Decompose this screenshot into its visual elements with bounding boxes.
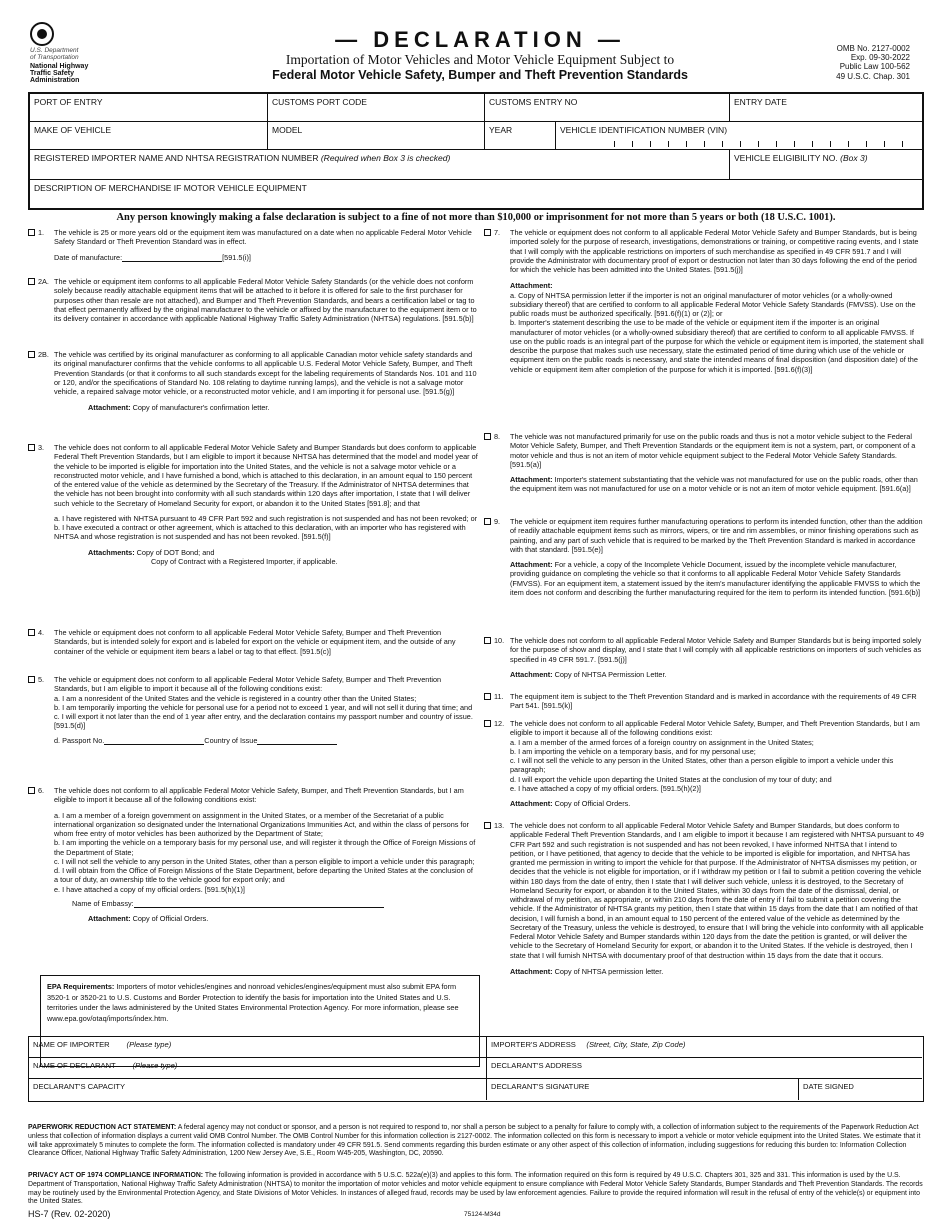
item-10-attachment: Copy of NHTSA Permission Letter. [554,669,667,679]
importer-address-note: (Street, City, State, Zip Code) [586,1040,686,1049]
country-input[interactable] [257,737,337,745]
declarant-capacity-field[interactable] [29,1079,487,1100]
embassy-label: Name of Embassy: [72,898,134,908]
item-11-text: The equipment item is subject to the Theft Prevention Standard and is marked in accordance with the requirements of 49 CFR Part 541. [591.5(k)] [510,692,917,711]
item-5-a: a. I am a nonresident of the United States and the vehicle is registered in a country other than the United States; [54,693,417,703]
item-10 [484,636,924,679]
checkbox-7[interactable] [484,229,491,236]
item-11 [484,692,924,711]
item-3-attachment-label: Attachments: [88,547,135,557]
year-label: YEAR [489,125,513,135]
item-6-number: 6. [38,786,45,795]
item-2a-text: The vehicle or equipment item conforms to all applicable Federal Motor Vehicle Safety Standards (or the vehicle does not conform solely because readily attachable equipment items that will be attached to it before it is offered for sale to the first purchaser for purposes other than resale are not attached), and Bumper and Theft Prevention Standards, and bears a certification label or tag to that effect permanently affixed by the original manufacturer to the vehicle or affixed by the manufacturer to the equipment item or to its delivery container in accordance with applicable National Highway Traffic Safety Administration (NHTSA) regulations. [591.5(b)] [54,277,477,324]
dot-logo [30,22,130,88]
embassy-input[interactable] [134,900,384,908]
item-7-text: The vehicle or equipment does not conform to all applicable Federal Motor Vehicle Safety and Bumper Standards, but is being imported solely for the purpose of research, investigations, demonstrations or training, or competitive racing events, and I state that I will comply with the applicable restrictions on importers of such merchandise as specified in 49 CFR 591.7 and I will provide the Administrator with documentary proof of export or destruction not later than 30 days following the end of the period for which the vehicle has been admitted into the United States. [591.5(j)] [510,228,919,275]
omb-expiration: Exp. 09-30-2022 [850,53,910,63]
make-label: MAKE OF VEHICLE [34,125,111,135]
entry-info-table [28,92,924,210]
item-2b-attachment: Copy of manufacturer's confirmation letter. [132,403,270,413]
customs-port-code-label: CUSTOMS PORT CODE [272,97,367,107]
item-12-b: b. I am importing the vehicle on a temporary basis, and for my personal use; [510,746,756,756]
item-9 [484,517,924,597]
declarant-signature-field[interactable] [487,1079,799,1100]
agency-name-3: Administration [30,77,80,85]
epa-text: Importers of motor vehicles/engines and nonroad vehicles/engines/equipment must also submit EPA form 3520-1 or 3520-21 to U.S. Customs and Border Protection to identify the basis for importation into the United States and U.S. territories under the laws administered by the United States Environmental Protection Agency. For more information, please see www.epa.gov/otaq/imports/index.htm. [47,982,459,1023]
item-6-c: c. I will not sell the vehicle to any person in the United States, other than a person eligible to import a vehicle under this paragraph; [54,856,475,866]
customs-port-code-field[interactable] [268,94,485,122]
declarant-address-label: DECLARANT'S ADDRESS [491,1061,582,1070]
item-12-text: The vehicle does not conform to all applicable Federal Motor Vehicle Safety, Bumper, and Theft Prevention Standards, but I am eligible to import it because all of the following conditions exist: [510,719,920,738]
item-10-attachment-label: Attachment: [510,669,553,679]
description-label: DESCRIPTION OF MERCHANDISE IF MOTOR VEHICLE EQUIPMENT [34,183,307,193]
checkbox-9[interactable] [484,518,491,525]
item-12-d: d. I will export the vehicle upon departing the United States at the conclusion of my tour of duty; and [510,774,832,784]
description-field[interactable] [30,180,923,209]
item-2a [28,277,478,323]
item-9-attachment-label: Attachment: [510,560,553,570]
item-7-b: b. Importer's statement describing the use to be made of the vehicle or equipment item if the importer is an original manufacturer of motor vehicles (or a wholly-owned subsidiary thereof) that are certified to conform to all applicable FMVSS. If use on the public roads is an integral part of the purpose for which the vehicle or equipment item is imported, the statement shall describe the purpose that makes such use necessary, state the estimated period of time during which use of the vehicle or equipment item on the public roads is necessary, and state the intended means of final disposition (and disposition date) of the vehicle or equipment item after completion of the purpose for which it is imported. [591.6(f)(3)] [510,318,924,374]
dept-name-2: of Transportation [30,53,79,61]
item-3-text: The vehicle does not conform to all applicable Federal Motor Vehicle Safety and Bumper Standards but does conform to applicable Federal Theft Prevention Standards, but I am eligible to import it because NHTSA has determined that the model and model year of the vehicle to be imported is eligible for importation into the United States, and the vehicle is not a salvage motor vehicle or a reconstructed motor vehicle, and I have furnished a bond, which is attached to this declaration, in an amount equal to 150 percent of the entered value of the vehicle as determined by the Secretary of the Treasury. If the Administrator of NHTSA determines that the vehicle has not been brought into conformity with all such standards within 120 days after importation, I state that I will deliver such vehicle to the Secretary of Homeland Security for export, or abandon it to the United States [591.8]; and that [54,443,478,508]
item-4 [28,628,478,656]
item-2b-text: The vehicle was certified by its original manufacturer as conforming to all applicable Canadian motor vehicle safety standards and its original manufacturer confirms that the vehicle conforms to all applicable U.S. Federal Motor Vehicle Safety, Bumper, and Theft Prevention Standards (or that it conforms to all such standards except for the labeling requirements of Standards Nos. 101 and 110 or 120, and/or the specifications of Standard No. 108 relating to daytime running lamps), and the vehicle is not a salvage motor vehicle, a repaired salvage motor vehicle, or a reconstructed motor vehicle, and I am importing it for personal use. [591.5(g)] [54,350,477,397]
importer-note: (Required when Box 3 is checked) [320,153,451,163]
item-12-c: c. I will not sell the vehicle to any person in the United States, other than a person eligible to import a vehicle under this paragraph; [510,756,894,775]
item-2b-attachment-label: Attachment: [88,403,131,413]
item-10-text: The vehicle does not conform to all applicable Federal Motor Vehicle Safety and Bumper Standards but is being imported solely for the purpose of show and display, and I state that I will comply with all applicable restrictions on importers of such vehicles as specified in 49 CFR 591.7. [591.5(j)] [510,636,922,664]
country-label: Country of Issue [204,735,258,745]
year-field[interactable] [485,122,556,150]
form-code: 75124-M34d [464,1211,501,1218]
item-10-number: 10. [494,636,505,645]
item-8 [484,432,924,494]
omb-number: OMB No. 2127-0002 [836,44,910,53]
checkbox-12[interactable] [484,720,491,727]
dept-name-1: U.S. Department [30,47,79,54]
item-2b-number: 2B. [38,350,49,359]
model-field[interactable] [268,122,485,150]
privacy-act-statement [28,1172,924,1207]
eligibility-label: VEHICLE ELIGIBILITY NO. [734,153,838,163]
item-6-attachment: Copy of Official Orders. [132,914,209,924]
item-12-e: e. I have attached a copy of my official orders. [591.5(h)(2)] [510,783,701,793]
item-9-text: The vehicle or equipment item requires further manufacturing operations to perform its intended function, other than the addition of readily attachable equipment items such as mirrors, wipers, or tire and rim assemblies, or minor finishing operations such as painting, and any part of such vehicle that is required to be marked by the Theft Prevention Standard is marked in accordance with that standard. [591.5(e)] [510,517,923,554]
entry-date-label: ENTRY DATE [734,97,787,107]
declarant-capacity-label: DECLARANT'S CAPACITY [33,1082,126,1091]
item-6-b: b. I am importing the vehicle on a temporary basis for my personal use, and will register it through the Office of Foreign Missions of the Department of State; [54,838,476,857]
port-of-entry-label: PORT OF ENTRY [34,97,103,107]
item-13-attachment: Copy of NHTSA permission letter. [554,966,664,976]
customs-entry-no-label: CUSTOMS ENTRY NO [489,97,578,107]
item-12-a: a. I am a member of the armed forces of a foreign country on assignment in the United States; [510,737,814,747]
importer-address-label: IMPORTER'S ADDRESS [491,1040,576,1049]
importer-label: REGISTERED IMPORTER NAME AND NHTSA REGISTRATION NUMBER [34,153,319,163]
declarant-name-field[interactable] [29,1058,487,1079]
privacy-label: PRIVACY ACT OF 1974 COMPLIANCE INFORMATION: [28,1172,204,1179]
item-1 [28,228,478,262]
paperwork-label: PAPERWORK REDUCTION ACT STATEMENT: [28,1124,177,1131]
importer-field[interactable] [30,150,730,180]
eligibility-field[interactable] [730,150,923,180]
false-declaration-warning: Any person knowingly making a false declaration is subject to a fine of not more than $10,000 or imprisonment for not more than 5 years or both (18 U.S.C. 1001). [116,212,836,223]
item-13-text: The vehicle does not conform to all applicable Federal Motor Vehicle Safety and Bumper Standards, but does conform to applicable Federal Theft Prevention Standards, and I am eligible to import it because I am registered with NHTSA pursuant to 49 CFR Part 592 and such registration is not suspended and has not been revoked, I have informed NHTSA that I intend to petition, or I have petitioned, that agency to decide that the vehicle to be imported is eligible for importation, and NHTSA has granted me permission in writing to import the vehicle for that purpose. If the Administrator of NHTSA dismisses my petition, or decides that the vehicle is not eligible for importation, or if I withdraw my petition or I fail to submit a petition covering the vehicle within 180 days from the date of entry, then I state that I will deliver such vehicle, unless it is destroyed, to the Secretary of Homeland Security for export, or abandon it to the United States, within 30 days from the date of the dismissal, denial, or withdrawal of my petition, as appropriate, or within 210 days from the date of entry if I fail to submit a petition covering the vehicle. If the Administrator of NHTSA grants my petition, then I state that within 15 days from the date that I am notified of that decision, I will furnish a bond, in an amount equal to 150 percent of the entered value of the vehicle as determined by the Secretary of the Treasury, unless the vehicle is destroyed, to ensure that I will bring the vehicle into conformity with all applicable Federal Motor Vehicle Safety and Bumper standards within 120 days from the date the petition is granted, or will deliver the vehicle to the Secretary of Homeland Security for export, or abandon it to the United States. If the vehicle is destroyed, then I state that I will furnish NHTSA with documentary proof of that destruction within 15 days from the date that it occurs. [510,821,924,960]
item-4-number: 4. [38,628,45,637]
item-9-number: 9. [494,517,501,526]
importer-address-field[interactable] [487,1037,922,1058]
entry-date-field[interactable] [730,94,923,122]
item-7-number: 7. [494,228,501,237]
item-5 [28,675,478,745]
omb-info [770,44,910,81]
usc-chapter: 49 U.S.C. Chap. 301 [836,71,910,81]
declarant-info-table [28,1036,924,1102]
item-7-a: a. Copy of NHTSA permission letter if the importer is not an original manufacturer of motor vehicles (or a wholly-owned subsidiary thereof) that are certified to conform to all applicable Federal Motor Vehicle Safety Standards (FMVSS). Use on the public roads must be authorized specifically. [591.6(f)(1) or (2)]; or [510,290,916,319]
item-12 [484,719,924,808]
importer-name-label: NAME OF IMPORTER [33,1040,110,1049]
public-law: Public Law 100-562 [839,62,910,72]
port-of-entry-field[interactable] [30,94,268,122]
agency-name-1: National Highway [30,62,89,70]
privacy-text: The following information is provided in accordance with 5 U.S.C. 522a(e)(3) and applies to this form. The information required on this form is required by 49 U.S.C. Chapters 301, 325 and 331. This information is used by the U.S. Department of Transportation, National Highway Traffic Safety Administration (NHTSA) to monitor the importation of motor vehicles and motor vehicle equipment to ensure compliance with Federal Motor Vehicle Safety Standards, Bumper Standards and Theft Prevention Standards. The records may be routinely used by the Environmental Protection Agency, and State Divisions of Motor Vehicles. In instances of alleged fraud, records may be used by law enforcement agencies. Failure to provide the required information will result in the refusal of entry of the vehicle(s) or equipment into the United States. [28,1172,923,1206]
item-12-attachment-label: Attachment: [510,799,553,809]
dot-seal-icon [30,22,54,46]
item-8-attachment-label: Attachment: [510,475,553,485]
item-6-e: e. I have attached a copy of my official orders. [591.5(h)(1)] [54,884,245,894]
eligibility-note: (Box 3) [840,153,868,163]
manufacture-date-input[interactable] [122,254,222,262]
customs-entry-no-field[interactable] [485,94,730,122]
checkbox-10[interactable] [484,637,491,644]
item-5-b: b. I am temporarily importing the vehicle for personal use for a period not to exceed 1 year, and will not sell it during that time; and [54,702,473,712]
checkbox-3[interactable] [28,444,35,451]
item-3-attachment-1: Copy of DOT Bond; and [136,547,215,557]
checkbox-5[interactable] [28,676,35,683]
passport-label: d. Passport No. [54,735,105,745]
checkbox-13[interactable] [484,822,491,829]
item-1-text: The vehicle is 25 or more years old or the equipment item was manufactured on a date when no applicable Federal Motor Vehicle Safety Standard or Theft Prevention Standard was in effect. [54,228,472,247]
importer-name-field[interactable] [29,1037,487,1058]
item-3-attachment-2: Copy of Contract with a Registered Importer, if applicable. [151,556,338,566]
paperwork-reduction-statement [28,1124,924,1159]
passport-input[interactable] [104,737,204,745]
checkbox-8[interactable] [484,433,491,440]
epa-label: EPA Requirements: [47,982,115,991]
vin-character-boxes [614,140,944,146]
paperwork-text: A federal agency may not conduct or sponsor, and a person is not required to respond to, nor shall a person be subject to a penalty for failure to comply with, a collection of information subject to the requirements of the Paperwork Reduction Act unless that collection of information displays a current valid OMB Control Number. The OMB Control Number for this information collection is 2127-0002. The information collected on this form is necessary to import a vehicle or motor vehicle equipment into the United States. We estimate that it will take approximately 5 minutes to complete the form. The information collected is mandatory under 49 CFR 591.5. Send comments regarding this burden estimate or any other aspect of this collection of information, including suggestions for reducing this burden to: Information Collection Clearance Officer, National Highway Traffic Safety Administration, 1200 New Jersey Ave, S.E., Room W45-205, Washington, DC, 20590. [28,1124,921,1158]
item-6 [28,786,478,923]
item-1-number: 1. [38,228,45,237]
item-4-text: The vehicle or equipment does not conform to all applicable Federal Motor Vehicle Safety, Bumper and Theft Prevention Standards, but is intended solely for export and is labeled for export on the vehicle or equipment item, and the outside of any container of the vehicle or equipment item bears a label or tag to that effect. [591.5(c)] [54,628,456,656]
importer-name-note: (Please type) [126,1040,172,1049]
item-3-b: b. I have executed a contract or other agreement, which is attached to this declaration, with an importer who has registered with NHTSA and whose registration is not suspended and has not been revoked. [591.5(f)] [54,523,466,542]
item-6-d: d. I will obtain from the Office of Foreign Missions of the State Department, before departing the United States at the conclusion of a tour of duty, an ownership title to the vehicle good for export only; and [54,866,473,885]
item-3-a: a. I have registered with NHTSA pursuant to 49 CFR Part 592 and such registration is not suspended and has not been revoked; or [54,513,478,523]
item-6-a: a. I am a member of a foreign government on assignment in the United States, or a member of the Secretariat of a public international organization so designated under the International Organizations Immunities Act, and within the class of persons for whom free entry of motor vehicles has been authorized by the Department of State; [54,810,469,839]
checkbox-11[interactable] [484,693,491,700]
checkbox-4[interactable] [28,629,35,636]
model-label: MODEL [272,125,303,135]
item-12-number: 12. [494,719,505,728]
declarant-signature-label: DECLARANT'S SIGNATURE [491,1082,590,1091]
declarant-name-label: NAME OF DECLARANT [33,1061,116,1070]
item-8-text: The vehicle was not manufactured primarily for use on the public roads and thus is not a motor vehicle subject to the Federal Motor Vehicle Safety, Bumper, and Theft Prevention Standards or the equipment item is not a system, part, or component of a motor vehicle and thus is not an item of motor vehicle equipment subject to the Federal Motor Vehicle Safety Standards. [591.5(a)] [510,432,916,469]
agency-name-2: Traffic Safety [30,69,74,77]
date-signed-label: DATE SIGNED [803,1082,854,1091]
item-8-attachment: Importer's statement substantiating that the vehicle was not manufactured for use on the public roads, other than the equipment item was not manufactured for use on a motor vehicle or is not an item of motor vehicle equipment. [591.6(a)] [510,475,918,494]
checkbox-2b[interactable] [28,351,35,358]
item-3-number: 3. [38,443,45,452]
page-title: — DECLARATION — [335,27,625,52]
item-13-attachment-label: Attachment: [510,966,553,976]
item-6-text: The vehicle does not conform to all applicable Federal Motor Vehicle Safety, Bumper, and Theft Prevention Standards, but I am eligible to import it because all of the following conditions exist: [54,786,464,805]
item-5-text: The vehicle or equipment does not conform to all applicable Federal Motor Vehicle Safety, Bumper and Theft Prevention Standards, but I am eligible to import it because all of the following conditions exist: [54,675,442,694]
declarant-address-field[interactable] [487,1058,922,1079]
item-11-number: 11. [494,692,504,701]
item-3 [28,443,478,566]
manufacture-date-label: Date of manufacture: [54,252,123,262]
vin-label: VEHICLE IDENTIFICATION NUMBER (VIN) [560,125,728,135]
checkbox-6[interactable] [28,787,35,794]
item-5-number: 5. [38,675,45,684]
make-field[interactable] [30,122,268,150]
checkbox-1[interactable] [28,229,35,236]
item-5-c: c. I will export it not later than the end of 1 year after entry, and the declaration contains my passport number and country of issue. [591.5(d)] [54,712,473,731]
item-13 [484,821,924,976]
item-12-attachment: Copy of Official Orders. [554,799,631,809]
item-6-attachment-label: Attachment: [88,914,131,924]
page-subtitle: Importation of Motor Vehicles and Motor Vehicle Equipment Subject to [285,52,675,67]
declarant-name-note: (Please type) [132,1061,178,1070]
item-2b [28,350,478,413]
item-7 [484,228,924,374]
item-1-ref: [591.5(i)] [222,252,251,262]
date-signed-field[interactable] [799,1079,922,1100]
item-7-attachment-label: Attachment: [510,281,553,291]
page-subtitle-2: Federal Motor Vehicle Safety, Bumper and Theft Prevention Standards [272,68,688,82]
form-id: HS-7 (Rev. 02-2020) [28,1209,111,1219]
item-2a-number: 2A. [38,277,49,286]
item-13-number: 13. [494,821,505,830]
item-9-attachment: For a vehicle, a copy of the Incomplete Vehicle Document, issued by the incomplete vehicle manufacturer, providing guidance on completing the vehicle so that it conforms to all applicable Federal Motor Vehicle Safety Standards (FMVSS). For an equipment item, a statement issued by the item's manufacturer identifying the applicable FMVSS to which the item does not conform and describing the further manufacturing required for the item to perform its intended function. [591.6(b)] [510,560,921,597]
checkbox-2a[interactable] [28,278,35,285]
item-8-number: 8. [494,432,501,441]
